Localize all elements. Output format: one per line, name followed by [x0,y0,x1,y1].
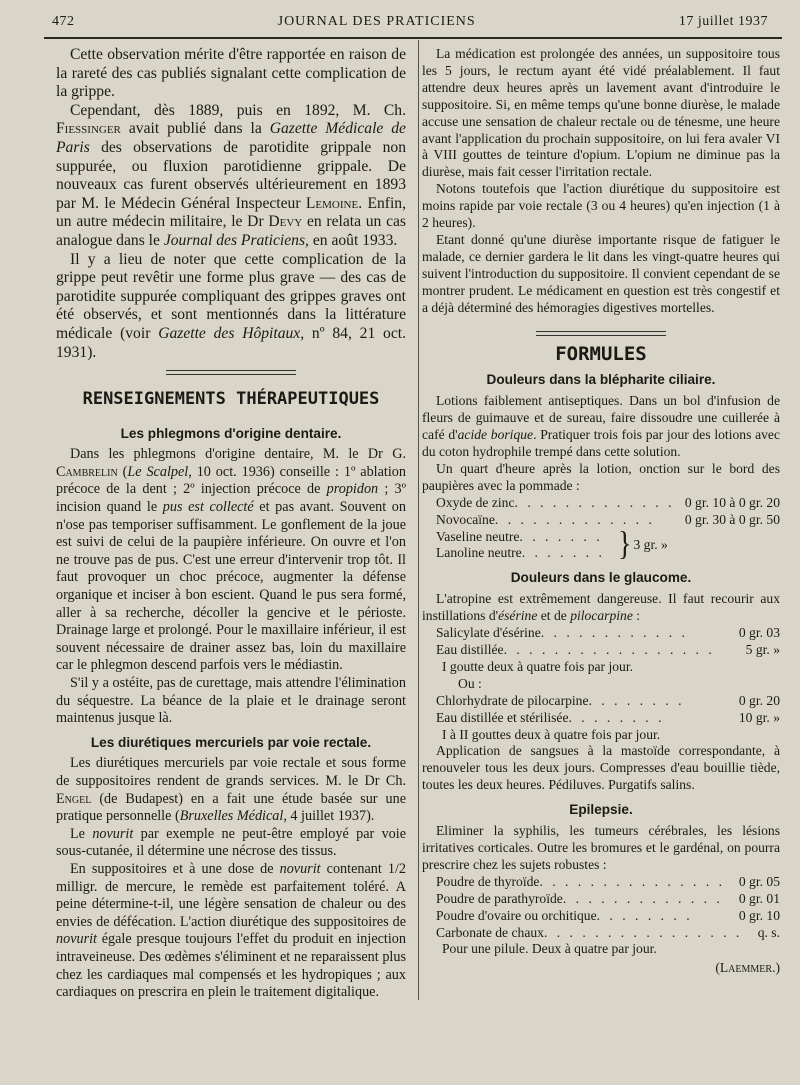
paragraph: Les diurétiques mercuriels par voie rectale et sous forme de suppositoires rendent de grands services. M. le Dr Ch. Engel (de Budapest) en a fait une étude basée sur une pratique personnelle (Bruxelles Médical, 4 juillet 1937). [56,755,406,825]
recipe-line: Carbonate de chaux . . . . . . . . . . . . . . . . q. s. [436,924,780,940]
right-column [422,46,780,977]
paragraph: Cette observation mérite d'être rapportée en raison de la rareté des cas publiés signalant cette complication de la grippe. [56,46,406,101]
paragraph: Il y a lieu de noter que cette complication de la grippe peut revêtir une forme plus grave — des cas de parotidite suppurée compliquant des grippes graves ont été observés, et sont mentionnés dans la littérature médicale (voir Gazette des Hôpitaux, nº 84, 21 oct. 1931). [56,250,406,361]
recipe-line: Eau distillée et stérilisée . . . . . . . . 10 gr. » [436,709,780,725]
brace-icon: } [618,526,632,564]
left-column [56,46,406,1002]
recipe-instruction: I à II gouttes deux à quatre fois par jour. [442,726,661,742]
paragraph: Etant donné qu'une diurèse importante risque de fatiguer le malade, ce dernier gardera le lit dans les vingt-quatre heures qui suivent l'introduction du suppositoire. Il convient cependant de se montrer prudent. Le médicament en question est très congestif et a déjà déterminé des hémoragies digestives mortelles. [422,231,780,315]
column-divider [418,40,419,1000]
paragraph: En suppositoires et à une dose de novurit contenant 1/2 milligr. de mercure, le remède est parfaitement toléré. A peine détermine-t-il, une légère sensation de chaleur ou des envies de défécation. L'action diurétique des suppositoires de novurit égale presque toujours l'effet du produit en injection intraveineuse. Des œdèmes s'éliminent et ne reparaissent plus chez les cardiaques mal compensés et les hydropiques ; aux cardiaques on prescrira en plein le traitement digitalique. [56,860,407,1001]
author-signature: (Laemmer.) [715,960,780,976]
formula-title: Epilepsie. [569,802,633,818]
recipe-or: Ou : [458,675,482,691]
recipe-brace-group: Vaseline neutre . . . . . . . Lanoline neutre . . . . . . . } 3 gr. » [436,526,668,564]
paragraph: Dans les phlegmons d'origine dentaire, M. le Dr G. Cambrelin (Le Scalpel, 10 oct. 1936) conseille : 1º ablation précoce de la dent ; 2º injection précoce de propidon ; 3º incision quand le pus est collecté et pas avant. Souvent on n'ose pas temporiser suffisamment. Le gonflement de la joue est suivi de celui de la paupière inférieure. On ouvre et l'on ne trouve pas de pus. C'est une erreur d'intervenir trop tôt. Il faut provoquer un choc précoce, augmenter la défense organique et inciser à bon escient. Quand le pus sera formé, aller à sa recherche, décoller la gencive et le périoste. Drainage large et prolongé. Pour le maxillaire inférieur, il est souvent nécessaire de drainer assez bas, loin du maxillaire car le phlegmon descend parfois vers le médiastin. [56,446,406,674]
recipe-line: Eau distillée . . . . . . . . . . . . . . . . . 5 gr. » [436,642,780,657]
recipe-line: Novocaïne . . . . . . . . . . . . . 0 gr. 30 à 0 gr. 50 [436,511,780,527]
paragraph: L'atropine est extrêmement dangereuse. Il faut recourir aux instillations d'ésérine et de pilocarpine : [422,591,780,624]
paragraph: Lotions faiblement antiseptiques. Dans un bol d'infusion de fleurs de guimauve et de sureau, faire dissoudre une cuillerée à café d'acide borique. Pratiquer trois fois par jour des lotions avec du coton hydrophile trempé dans cette solution. [422,393,780,460]
paragraph: Cependant, dès 1889, puis en 1892, M. Ch. Fiessinger avait publié dans la Gazette Médicale de Paris des observations de parotidite grippale non suppurée, ou fluxion parotidienne grippale. De nouveaux cas furent observés ultérieurement en 1893 par M. le Médecin Général Inspecteur Lemoine. Enfin, un autre médecin militaire, le Dr Devy en relata un cas analogue dans le Journal des Praticiens, en août 1933. [56,101,406,249]
recipe-line: Poudre de parathyroïde . . . . . . . . . . . . . 0 gr. 01 [436,890,780,906]
section-title: RENSEIGNEMENTS THÉRAPEUTIQUES [82,389,380,410]
recipe-instruction: Pour une pilule. Deux à quatre par jour. [442,941,657,957]
page-number: 472 [52,14,75,29]
recipe-line: Poudre d'ovaire ou orchitique . . . . . . . . 0 gr. 10 [436,907,780,923]
formula-title: Douleurs dans la blépharite ciliaire. [486,372,716,388]
recipe [436,625,780,743]
recipe [436,874,780,959]
formula-title: Douleurs dans le glaucome. [510,570,692,586]
issue-date: 17 juillet 1937 [678,14,768,29]
paragraph: Application de sangsues à la mastoïde correspondante, à renouveler tous les deux jours. Compresses d'eau bouillie tiède, toutes les deux heures. Pédiluves. Purgatifs salins. [422,743,780,793]
recipe-line: Oxyde de zinc . . . . . . . . . . . . . 0 gr. 10 à 0 gr. 20 [436,494,780,510]
paragraph: S'il y a ostéite, pas de curettage, mais attendre l'élimination du séquestre. La béance de la plaie et le drainage seront maintenus jusque là. [56,675,406,727]
page-header [52,14,768,36]
paragraph: Le novurit par exemple ne peut-être employé par voie sous-cutanée, il détermine une nécrose des tissus. [56,825,407,860]
subsection-title: Les phlegmons d'origine dentaire. [120,425,342,441]
recipe-line: Chlorhydrate de pilocarpine . . . . . . . . 0 gr. 20 [436,692,780,708]
recipe-instruction: I goutte deux à quatre fois par jour. [442,658,634,674]
paragraph: Un quart d'heure après la lotion, onction sur le bord des paupières avec la pommade : [422,460,780,493]
formules-title: FORMULES [555,342,647,365]
paragraph: Notons toutefois que l'action diurétique du suppositoire est moins rapide par voie rectale (3 ou 4 heures) qu'en injection (1 à 2 heures). [422,181,780,231]
subsection-title: Les diurétiques mercuriels par voie rectale. [90,734,372,750]
recipe-line: Poudre de thyroïde . . . . . . . . . . . . . . . 0 gr. 05 [436,873,780,889]
section-divider [166,370,296,375]
recipe-line: Salicylate d'ésérine . . . . . . . . . . . . 0 gr. 03 [436,625,780,641]
recipe [436,495,780,563]
paragraph: La médication est prolongée des années, un suppositoire tous les 5 jours, le rectum ayant été vidé préalablement. Il faut attendre deux heures après un lavement avant d'introduire le suppositoire. Si, en même temps qu'une bonne diurèse, le malade accuse une sensation de chaleur rectale ou de ténesme, une heure avant l'application du prochain suppositoire, on lui fera avaler VI à VIII gouttes de teinture d'opium. L'opium ne diminue pas la diurèse, mais fait cesser l'irritation rectale. [422,46,780,180]
paragraph: Eliminer la syphilis, les tumeurs cérébrales, les lésions irritatives corticales. Outre les bromures et le gardénal, on pourra prescrire chez les sujets robustes : [422,823,780,872]
header-rule [44,37,782,39]
journal-title: JOURNAL DES PRATICIENS [277,14,476,29]
section-divider [536,331,666,336]
